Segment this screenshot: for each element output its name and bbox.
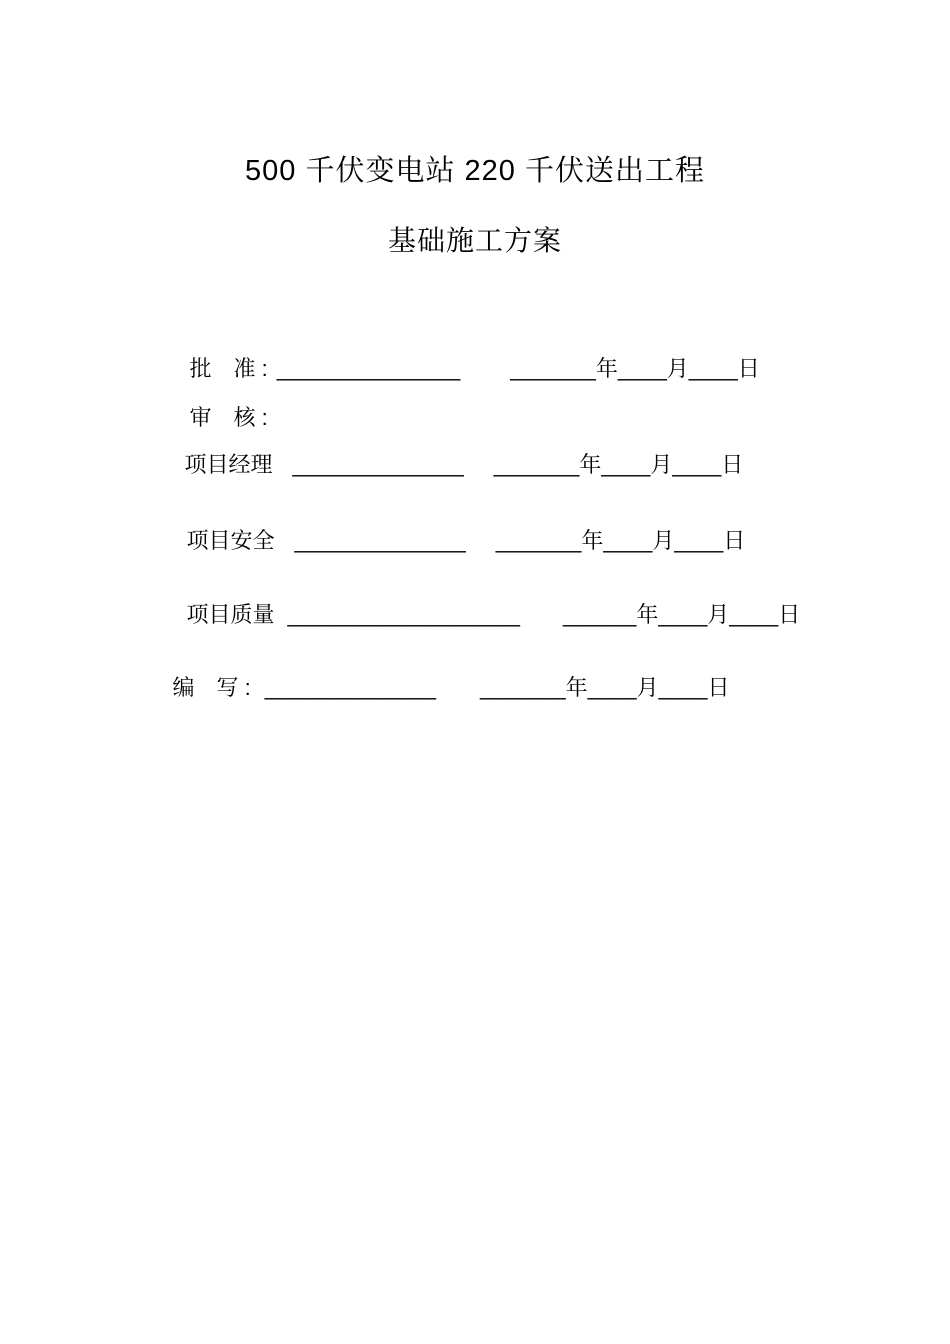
author-label: 编 写 : xyxy=(172,675,251,700)
project-manager-date-blank: _______年____月____日 xyxy=(493,452,744,477)
approve-date-blank: _______年____月____日 xyxy=(510,356,760,381)
approve-signature-blank: _______________ xyxy=(276,356,461,381)
author-row xyxy=(148,649,730,727)
project-manager-signature-blank: ______________ xyxy=(292,452,464,477)
project-quality-signature-blank: ___________________ xyxy=(287,602,520,627)
approve-label: 批 准 : xyxy=(189,356,268,381)
document-title: 500 千伏变电站 220 千伏送出工程 xyxy=(245,155,705,187)
author-date-blank: _______年____月____日 xyxy=(479,675,730,700)
project-manager-row xyxy=(160,426,743,504)
project-safety-date-blank: _______年____月____日 xyxy=(495,528,746,553)
project-safety-label: 项目安全 xyxy=(186,528,275,553)
project-safety-row xyxy=(162,502,745,580)
author-signature-blank: ______________ xyxy=(264,675,436,700)
project-quality-label: 项目质量 xyxy=(186,602,275,627)
project-manager-label: 项目经理 xyxy=(184,452,273,477)
project-safety-signature-blank: ______________ xyxy=(294,528,466,553)
project-quality-row xyxy=(162,576,800,654)
document-subtitle: 基础施工方案 xyxy=(387,225,562,256)
review-label: 审 核 : xyxy=(189,405,268,430)
project-quality-date-blank: ______年____月____日 xyxy=(562,602,801,627)
